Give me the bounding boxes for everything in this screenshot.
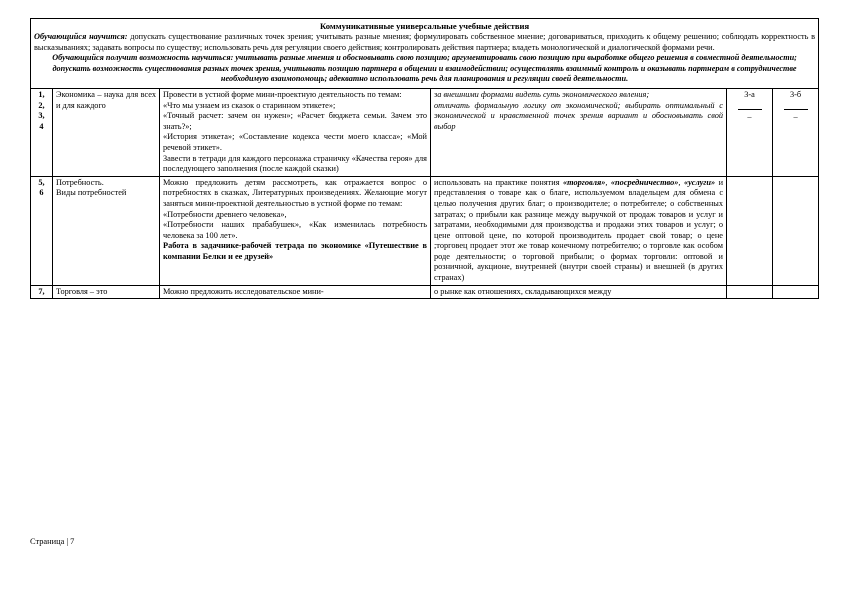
- activity-line: «Потребности древнего человека»,: [163, 209, 287, 219]
- activity-line: Работа в задачнике-рабочей тетрада по экономике «Путешествие в компании Белки и ее друзей»: [163, 241, 427, 261]
- results-cell: [431, 88, 727, 176]
- topic-cell: [53, 88, 160, 176]
- learn-paragraph: [34, 32, 815, 53]
- term-trade: «торговля»: [562, 177, 606, 187]
- result-line: о рынке как отношениях, складывающихся между: [434, 286, 612, 296]
- activity-line: «Потребности наших прабабушек», «Как изменилась потребность человека за 100 лет».: [163, 220, 427, 240]
- results-cell: [431, 285, 727, 299]
- class-a-underline: [738, 109, 762, 110]
- result-text: ,: [605, 177, 611, 187]
- topic-text: Экономика – наука для всех и для каждого: [56, 89, 156, 110]
- activity-line: «Точный расчет: зачем он нужен»; «Расчет бюджета семьи. Зачем это знать?»;: [163, 111, 427, 131]
- table-row: [31, 176, 819, 285]
- header-cell: [31, 19, 819, 89]
- result-line: за внешними формами видеть суть экономического явления;: [434, 89, 650, 99]
- table-row: [31, 285, 819, 299]
- activity-line: «История этикета»; «Составление кодекса чести моего класса»; «Мой речевой этикет».: [163, 132, 427, 152]
- lesson-number: 2,: [38, 100, 45, 110]
- activities-cell: [160, 88, 431, 176]
- topic-cell: [53, 285, 160, 299]
- lesson-number-cell: [31, 176, 53, 285]
- chance-paragraph: Обучающийся получит возможность научиться: учитывать разные мнения и обосновывать свою позицию; аргументировать свою позицию при выработке общего решения в совместной деятельности; допускать возможность существования разных точек зрения, учитывать позицию партнера в общении и взаимодействии; осуществлять взаимный контроль и оказывать партнерам в сотрудничестве необходимую взаимопомощь; адекватно использовать речь для планирования и регуляции своей деятельности.: [52, 53, 797, 84]
- class-a-cell: [727, 176, 773, 285]
- section-title: Коммуникативные универсальные учебные действия: [319, 21, 530, 31]
- page-footer: Страница | 7: [30, 537, 75, 546]
- table-row: [31, 88, 819, 176]
- lesson-number: 6: [39, 188, 44, 198]
- lesson-number: 3,: [38, 111, 45, 121]
- term-services: «услуги»: [683, 177, 716, 187]
- class-b-dash: –: [793, 111, 798, 121]
- activities-cell: [160, 176, 431, 285]
- lesson-number-cell: [31, 285, 53, 299]
- activity-line: Можно предложить детям рассмотреть, как отражается вопрос о потребностях в сказках, Литературных произведениях. Желающие могут заняться мини-проектной деятельностью в устной форме по темам:: [163, 177, 427, 208]
- result-text: ,: [678, 177, 684, 187]
- activity-line: «Что мы узнаем из сказок о старинном этикете»;: [163, 100, 336, 110]
- learn-text: допускать существование различных точек зрения; учитывать разные мнения; формулировать собственное мнение; договариваться, приходить к общему решению; соблюдать корректность в высказываниях; задавать вопросы по существу; использовать речь для регуляции своего действия; контролировать действия партнера; владеть монологической и диалогической формами речи.: [34, 32, 816, 52]
- class-b-underline: [784, 109, 808, 110]
- topic-line: Виды потребностей: [56, 188, 127, 198]
- curriculum-table: [30, 18, 819, 299]
- class-b-label: 3-б: [789, 89, 802, 99]
- lesson-number: 1,: [38, 89, 45, 99]
- topic-cell: [53, 176, 160, 285]
- document-page: [30, 18, 818, 299]
- class-a-cell: [727, 285, 773, 299]
- lesson-number: 4: [39, 121, 44, 131]
- class-a-cell: [727, 88, 773, 176]
- topic-line: Потребность.: [56, 177, 104, 187]
- activity-line: Провести в устной форме мини-проектную деятельность по темам:: [163, 89, 402, 99]
- class-b-cell: [773, 285, 819, 299]
- activity-line: Можно предложить исследовательское мини-: [163, 286, 324, 296]
- class-b-cell: [773, 176, 819, 285]
- results-cell: [431, 176, 727, 285]
- class-a-label: 3-а: [744, 89, 755, 99]
- term-mediation: «посредничество»: [610, 177, 679, 187]
- lesson-number: 7,: [38, 286, 45, 296]
- activity-line: Завести в тетради для каждого персонажа страничку «Качества героя» для последующего заполнения (после каждой сказки): [163, 153, 427, 174]
- lesson-number: 5,: [38, 177, 45, 187]
- learn-label: Обучающийся научится:: [34, 32, 128, 41]
- class-a-dash: –: [747, 111, 752, 121]
- result-text: и представления о товаре как о благе, используемом владельцем для обмена с целью получения других благ; о производителе; о потребителе; о собственных затратах; о прибыли как разнице между выручкой от продаж товаров и услуг и затратами, необходимыми для производства и продажи этих товаров и услуг; о цене оптовой цене, по которой производитель продает свой товар; о цене ;торговец продает этот же товар конечному потребителю; о торговле как особом роде деятельности; о торговой прибыли; о формах торговли: оптовой и розничной, аукционе, внутренней (внутри своей страны) и внешней (в других странах): [434, 177, 724, 283]
- class-b-cell: [773, 88, 819, 176]
- table-header-row: [31, 19, 819, 89]
- result-text: использовать на практике понятия: [434, 177, 563, 187]
- activities-cell: [160, 285, 431, 299]
- topic-text: Торговля – это: [56, 286, 108, 296]
- result-line: отличать формальную логику от экономической; выбирать оптимальный с экономической и нравственной точек зрения вариант и обосновывать свой выбор: [434, 100, 723, 131]
- lesson-number-cell: [31, 88, 53, 176]
